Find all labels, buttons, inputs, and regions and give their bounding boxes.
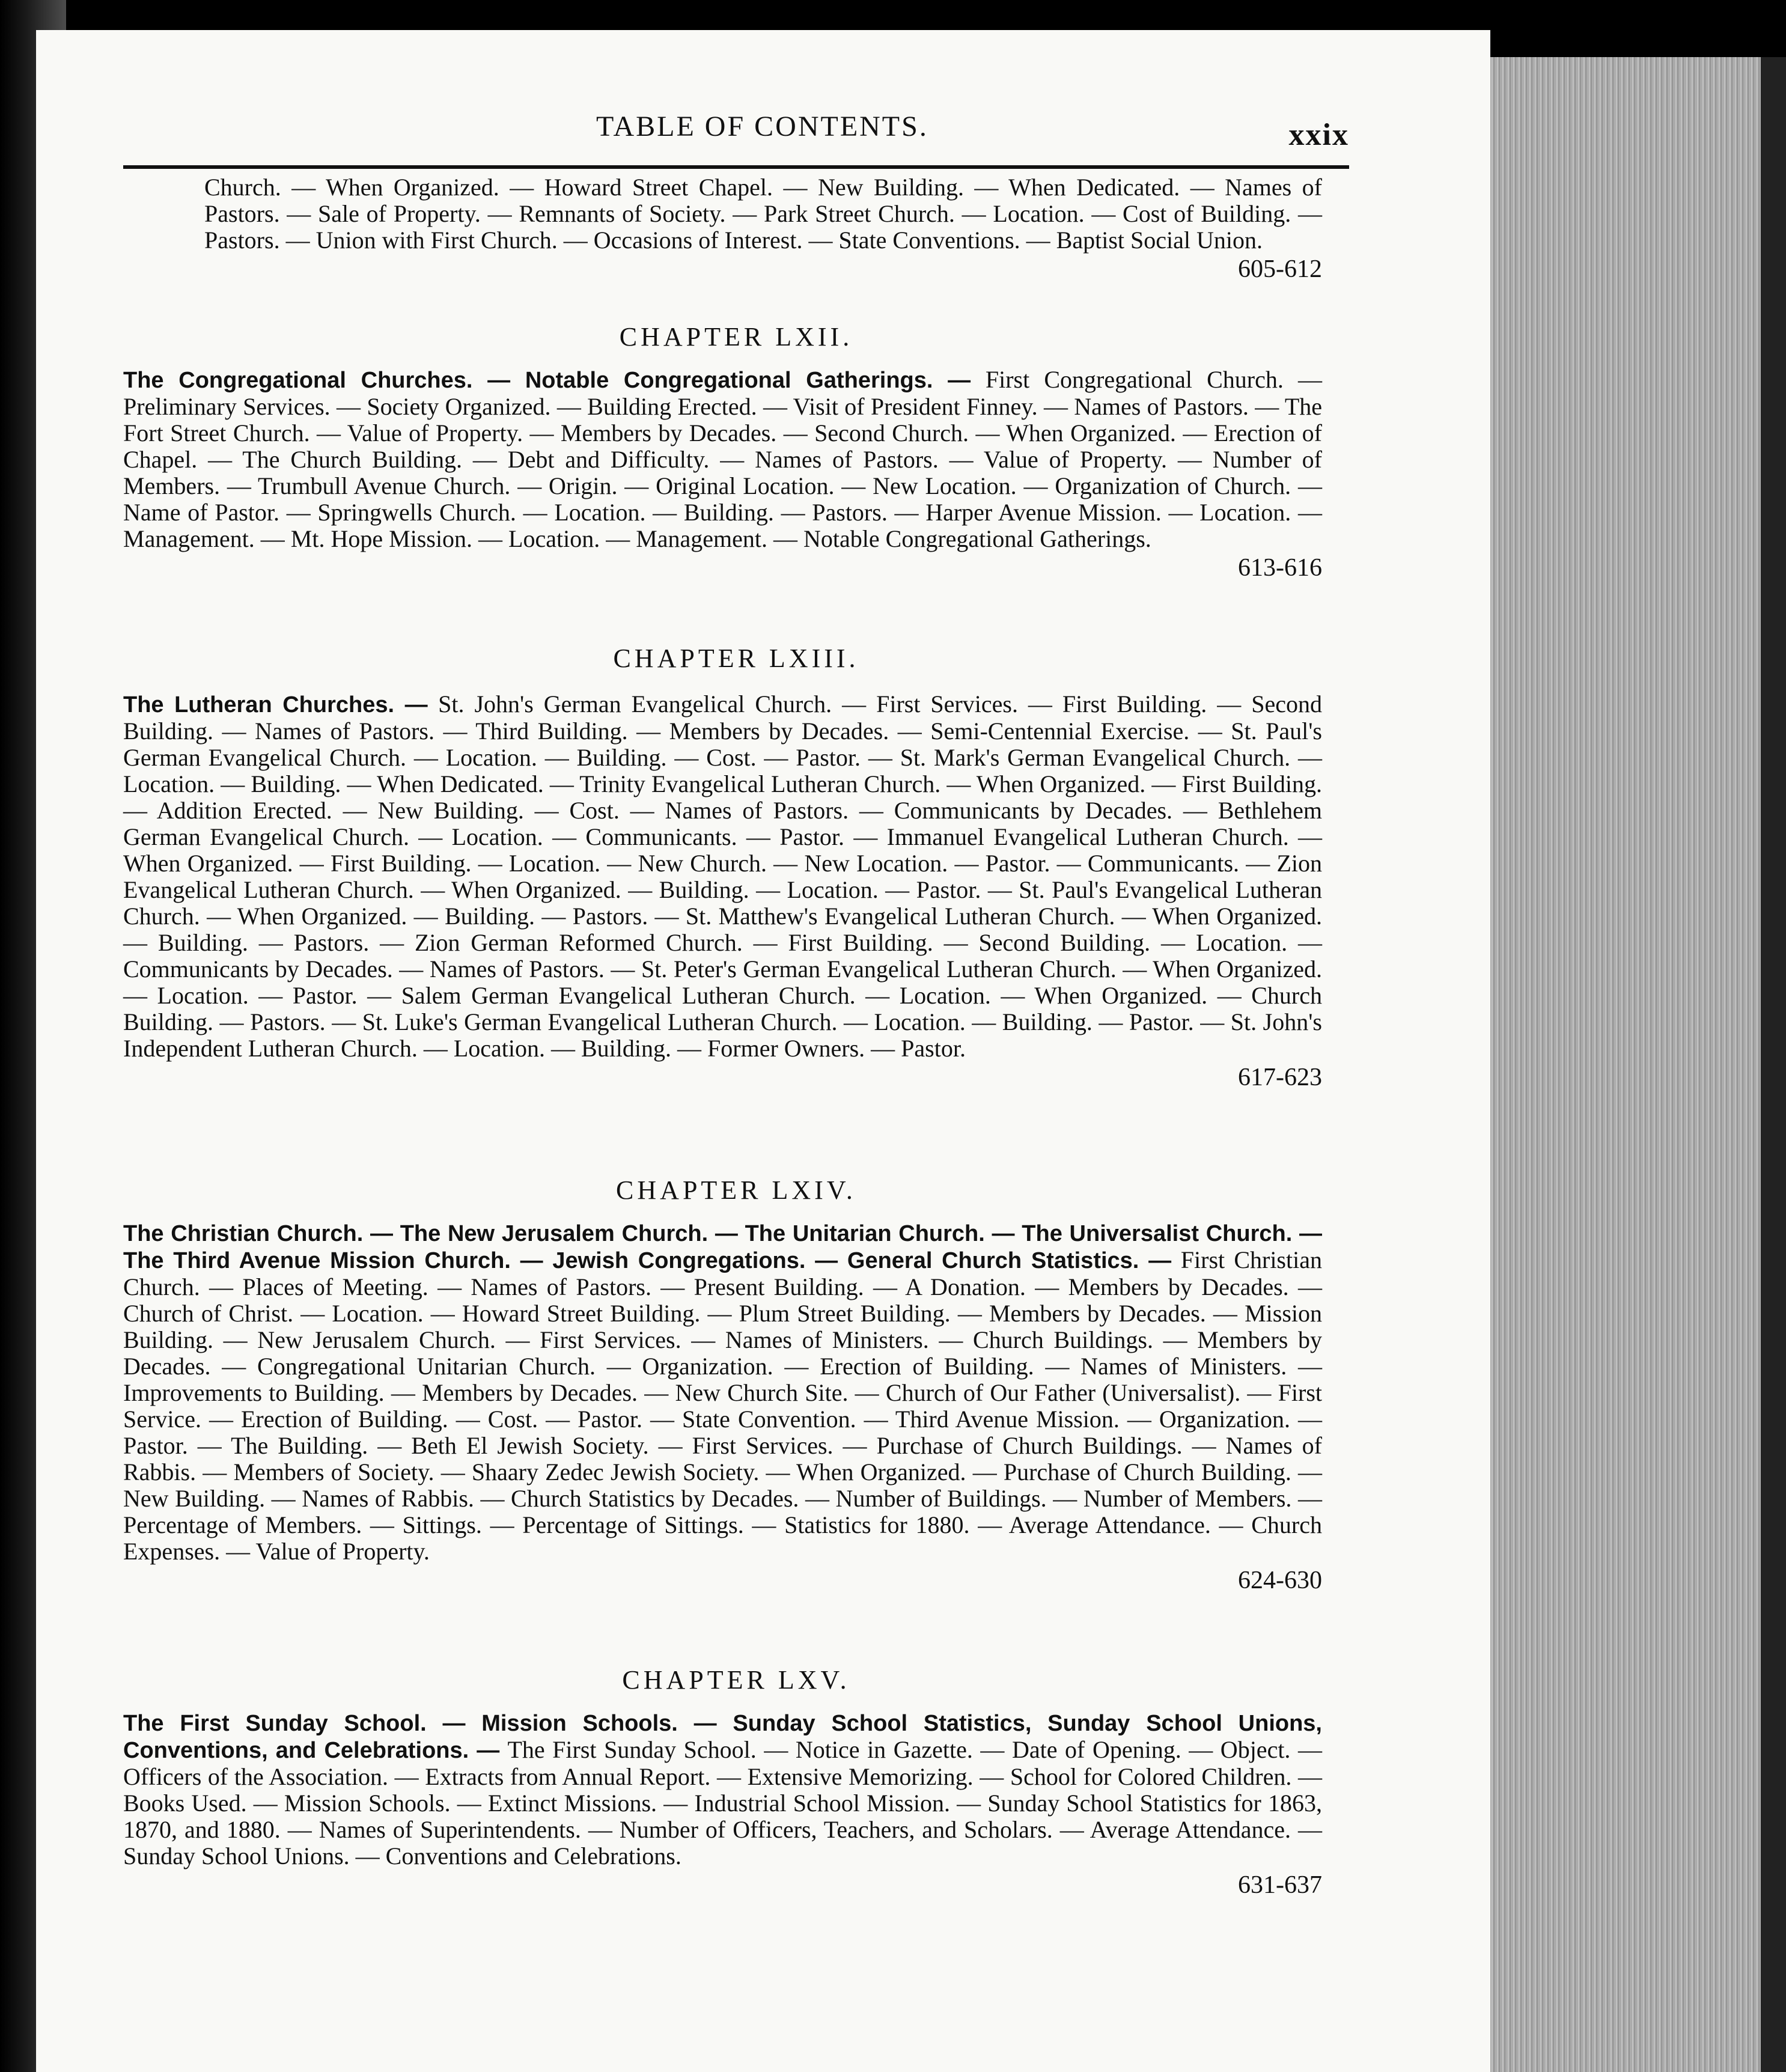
book-cover-edge xyxy=(1761,57,1786,2072)
entry-summary: Church. — When Organized. — Howard Street Chapel. — New Building. — When Dedicated. — Names of Pastors. — Sale of Property. — Remnants of Society. — Park Street Church. — Location. — Cost of Building. — Pastors. — Union with First Church. — Occasions of Interest. — State Conventions. — Baptist Social Union. xyxy=(204,174,1322,254)
book-page-edges xyxy=(1490,57,1785,2072)
chapter-heading: CHAPTER LXV. xyxy=(622,1665,850,1695)
entry-summary: First Congregational Church. — Preliminary Services. — Society Organized. — Building Erected. — Visit of President Finney. — Names of Pastors. — The Fort Street Church. — Value of Property. — Members by Decades. — Second Church. — When Organized. — Erection of Chapel. — The Church Building. — Debt and Difficulty. — Names of Pastors. — Value of Property. — Number of Members. — Trumbull Avenue Church. — Origin. — Original Location. — New Location. — Organization of Church. — Name of Pastor. — Springwells Church. — Location. — Building. — Pastors. — Harper Avenue Mission. — Location. — Management. — Mt. Hope Mission. — Location. — Management. — Notable Congregational Gatherings. xyxy=(123,366,1323,552)
chapter-subjects: The First Sunday School. — Mission Schools. — Sunday School Statistics, Sunday School Unions, Conventions, and Celebrations. — xyxy=(123,1711,1322,1763)
running-title: TABLE OF CONTENTS. xyxy=(596,111,928,142)
chapter-entry xyxy=(123,1220,1322,1594)
chapter-heading: CHAPTER LXIII. xyxy=(613,644,859,673)
page-range: 617-623 xyxy=(1238,1064,1322,1091)
page-range: 631-637 xyxy=(1238,1871,1322,1899)
page-range: 624-630 xyxy=(1238,1567,1322,1594)
chapter-heading: CHAPTER LXII. xyxy=(619,322,853,352)
running-header xyxy=(123,105,1349,169)
chapter-heading: CHAPTER LXIV. xyxy=(616,1175,856,1205)
chapter-subjects: The Lutheran Churches. — xyxy=(123,692,439,718)
continued-entry xyxy=(204,174,1322,282)
chapter-entry xyxy=(123,691,1322,1091)
entry-summary: St. John's German Evangelical Church. — First Services. — First Building. — Second Building. — Names of Pastors. — Third Building. — Members by Decades. — Semi-Centennial Exercise. — St. Paul's German Evangelical Church. — Location. — Building. — Cost. — Pastor. — St. Mark's German Evangelical Church. — Location. — Building. — When Dedicated. — Trinity Evangelical Lutheran Church. — When Organized. — First Building. — Addition Erected. — New Building. — Cost. — Names of Pastors. — Communicants by Decades. — Bethlehem German Evangelical Church. — Location. — Communicants. — Pastor. — Immanuel Evangelical Lutheran Church. — When Organized. — First Building. — Location. — New Church. — New Location. — Pastor. — Communicants. — Zion Evangelical Lutheran Church. — When Organized. — Building. — Location. — Pastor. — St. Paul's Evangelical Lutheran Church. — When Organized. — Building. — Pastors. — St. Matthew's Evangelical Lutheran Church. — When Organized. — Building. — Pastors. — Zion German Reformed Church. — First Building. — Second Building. — Location. — Communicants by Decades. — Names of Pastors. — St. Peter's German Evangelical Lutheran Church. — When Organized. — Location. — Pastor. — Salem German Evangelical Lutheran Church. — Location. — When Organized. — Church Building. — Pastors. — St. Luke's German Evangelical Lutheran Church. — Location. — Building. — Pastor. — St. John's Independent Lutheran Church. — Location. — Building. — Former Owners. — Pastor. xyxy=(123,690,1322,1062)
page-number: xxix xyxy=(1288,118,1349,152)
page-range: 605-612 xyxy=(1238,255,1322,283)
chapter-subjects: The Christian Church. — The New Jerusalem Church. — The Unitarian Church. — The Universalist Church. — The Third Avenue Mission Church. — Jewish Congregations. — General Church Statistics. — xyxy=(123,1221,1322,1273)
chapter-entry xyxy=(123,367,1322,581)
page-range: 613-616 xyxy=(1238,554,1322,582)
entry-summary: First Christian Church. — Places of Meeting. — Names of Pastors. — Present Building. — A Donation. — Members by Decades. — Church of Christ. — Location. — Howard Street Building. — Plum Street Building. — Members by Decades. — Mission Building. — New Jerusalem Church. — First Services. — Names of Ministers. — Church Buildings. — Members by Decades. — Congregational Unitarian Church. — Organization. — Erection of Building. — Names of Ministers. — Improvements to Building. — Members by Decades. — New Church Site. — Church of Our Father (Universalist). — First Service. — Erection of Building. — Cost. — Pastor. — State Convention. — Third Avenue Mission. — Organization. — Pastor. — The Building. — Beth El Jewish Society. — First Services. — Purchase of Church Buildings. — Names of Rabbis. — Members of Society. — Shaary Zedec Jewish Society. — When Organized. — Purchase of Church Building. — New Building. — Names of Rabbis. — Church Statistics by Decades. — Number of Buildings. — Number of Members. — Percentage of Members. — Sittings. — Percentage of Sittings. — Statistics for 1880. — Average Attendance. — Church Expenses. — Value of Property. xyxy=(123,1246,1322,1565)
chapter-subjects: The Congregational Churches. — Notable Congregational Gatherings. — xyxy=(123,368,986,393)
entry-summary: The First Sunday School. — Notice in Gazette. — Date of Opening. — Object. — Officers of the Association. — Extracts from Annual Report. — Extensive Memorizing. — School for Colored Children. — Books Used. — Mission Schools. — Extinct Missions. — Industrial School Mission. — Sunday School Statistics for 1863, 1870, and 1880. — Names of Superintendents. — Number of Officers, Teachers, and Scholars. — Average Attendance. — Sunday School Unions. — Conventions and Celebrations. xyxy=(123,1736,1322,1869)
chapter-entry xyxy=(123,1710,1322,1898)
